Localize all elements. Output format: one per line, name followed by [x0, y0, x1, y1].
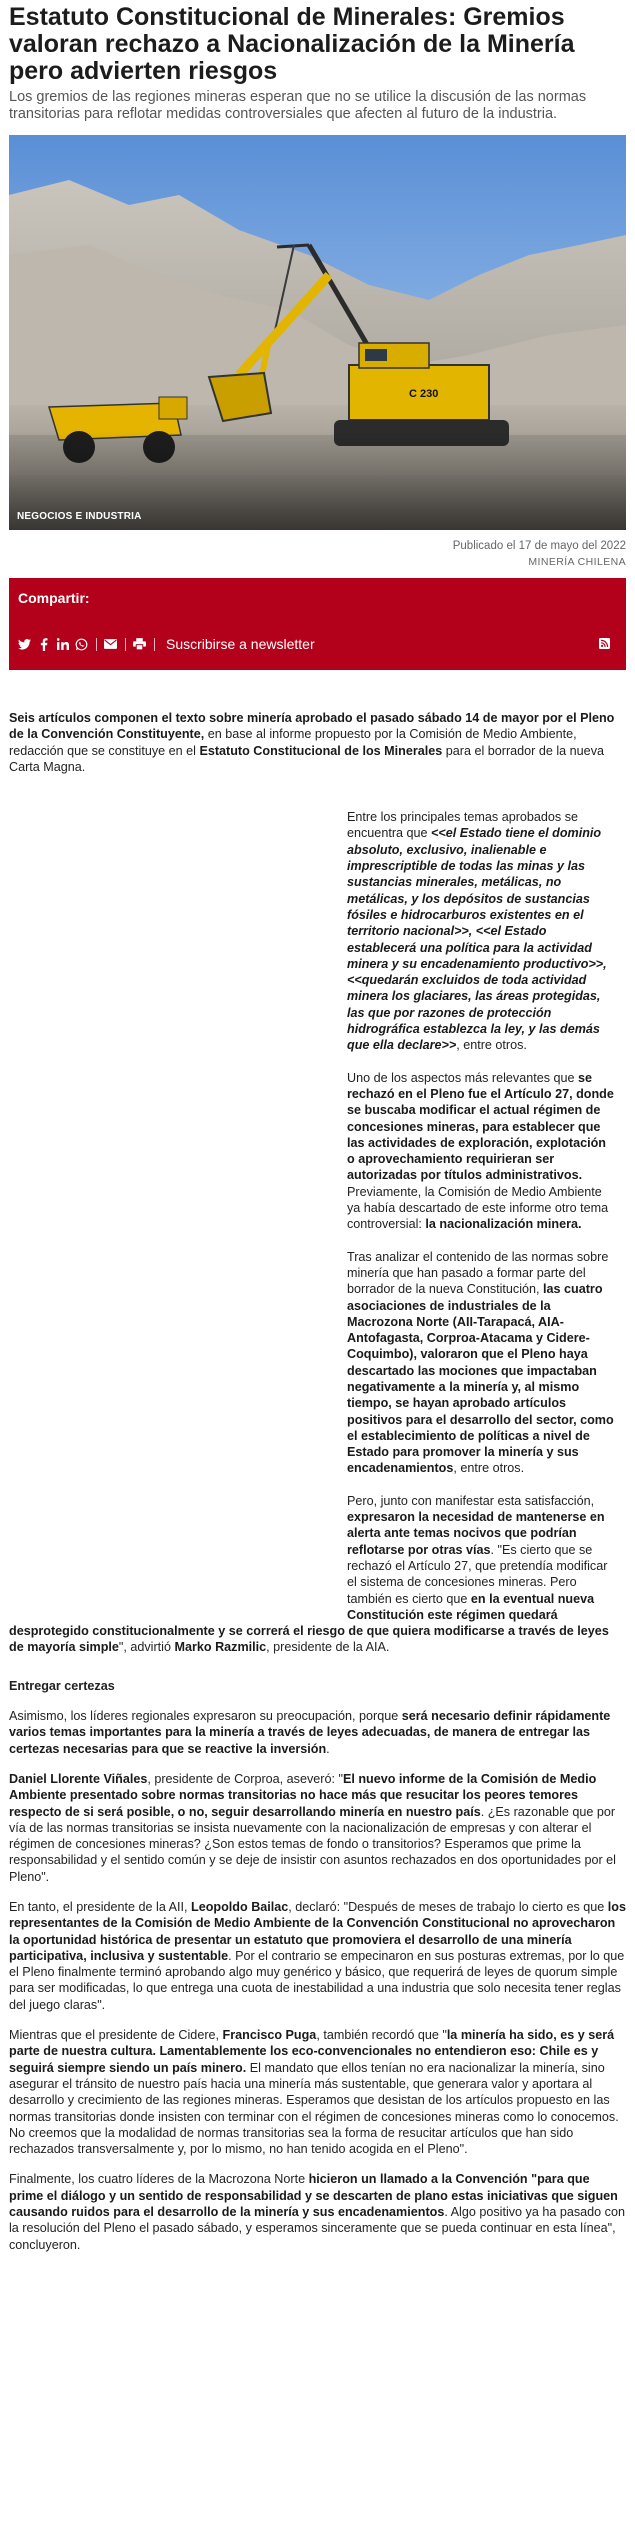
- facebook-icon[interactable]: [37, 638, 50, 651]
- paragraph: Finalmente, los cuatro líderes de la Macrozona Norte hicieron un llamado a la Convención "para que prime el diálogo y un sentido de responsabilidad y se descarten de plano estas iniciativas que siguen causando ruidos para el desarrollo de la minería y sus encadenamientos. Algo positivo ya ha pasado con la resolución del Pleno el pasado sábado, y esperamos sinceramente que se pueda continuar en esta línea", concluyeron.: [9, 2172, 625, 2252]
- article-meta: [0, 530, 635, 570]
- paragraph: Mientras que el presidente de Cidere, Francisco Puga, también recordó que "la minería ha sido, es y será parte de nuestra cultura. Lamentablemente los eco-convencionales no entendieron eso: Chile es y seguirá siempre siendo un país minero. El mandato que ellos tenían no era nacionalizar la minería, sino asegurar el tránsito de nuestro país hacia una minería más sustentable, que generara valor y aportara al desarrollo y crecimiento de las regiones mineras. Esperamos que desistan de los artículos propuesto en las normas transitorias donde insisten con terminar con el régimen de concesiones mineras como lo conocemos. No creemos que la modalidad de normas transitorias sea la forma de resucitar artículos que han sido rechazados transversalmente y, por lo mismo, no han tenido acogida en el Pleno".: [9, 2028, 619, 2157]
- share-actions: [18, 635, 617, 653]
- mining-shovel-illustration: [9, 135, 626, 530]
- source-name[interactable]: MINERÍA CHILENA: [528, 556, 626, 568]
- paragraph: En tanto, el presidente de la AII, Leopoldo Bailac, declaró: "Después de meses de trabajo lo cierto es que los representantes de la Comisión de Medio Ambiente de la Convención Constitucional no aprovecharon la oportunidad histórica de presentar un estatuto que promoviera el desarrollo de una minería participativa, inclusiva y sustentable. Por el contrario se empecinaron en sus posturas extremas, por lo que el Pleno finalmente terminó aprobando algo muy genérico y básico, que requerirá de leyes de quorum simple para ser modificadas, lo que entrega una cuota de inestabilidad a una industria que solo necesita tener reglas del juego claras".: [9, 1900, 626, 2012]
- article-subtitle: Los gremios de las regiones mineras esperan que no se utilice la discusión de las normas transitorias para reflotar medidas controversiales que afecten al futuro de la industria.: [9, 89, 587, 122]
- category-tag[interactable]: NEGOCIOS E INDUSTRIA: [17, 511, 142, 522]
- article-body: [0, 710, 635, 2253]
- share-bar: [9, 578, 626, 670]
- share-title: Compartir:: [18, 590, 90, 606]
- paragraph: Tras analizar el contenido de las normas sobre minería que han pasado a formar parte del borrador de la nueva Constitución, las cuatro asociaciones de industriales de la Macrozona Norte (AII-Tarapacá, AIA-Antofagasta, Corproa-Atacama y Cidere-Coquimbo), valoraron que el Pleno haya descartado las mociones que impactaban negativamente a la minería y, al mismo tiempo, se hayan aprobado artículos positivos para el desarrollo del sector, como el establecimiento de políticas a nivel de Estado para promover la minería y sus encadenamientos, entre otros.: [347, 1249, 614, 1476]
- article-title: Estatuto Constitucional de Minerales: Gremios valoran rechazo a Nacionalización de la Minería pero advierten riesgos: [9, 3, 575, 85]
- paragraph: Seis artículos componen el texto sobre minería aprobado el pasado sábado 14 de mayor por el Pleno de la Convención Constituyente, en base al informe propuesto por la Comisión de Medio Ambiente, redacción que se constituye en el Estatuto Constitucional de los Minerales para el borrador de la nueva Carta Magna.: [9, 711, 615, 774]
- paragraph: Uno de los aspectos más relevantes que se rechazó en el Pleno fue el Artículo 27, donde se buscaba modificar el actual régimen de concesiones mineras, para establecer que las actividades de exploración, explotación o aprovechamiento requirieran ser autorizadas por títulos administrativos. Previamente, la Comisión de Medio Ambiente ya había descartado de este informe otro tema controversial: la nacionalización minera.: [347, 1070, 614, 1232]
- newsletter-link[interactable]: Suscribirse a newsletter: [166, 636, 315, 652]
- share-separator: [125, 638, 126, 651]
- section-subheading: Entregar certezas: [9, 1678, 115, 1693]
- share-separator: [96, 638, 97, 651]
- whatsapp-icon[interactable]: [75, 638, 88, 651]
- linkedin-icon[interactable]: [56, 638, 69, 651]
- share-separator: [154, 638, 155, 651]
- paragraph: Daniel Llorente Viñales, presidente de Corproa, aseveró: "El nuevo informe de la Comisión de Medio Ambiente presentado sobre normas transitorias no hace más que resucitar los peores temores respecto de si será posible, o no, seguir desarrollando minería en nuestro país. ¿Es razonable que por vía de las normas transitorias se insista nuevamente con la nacionalización de empresas y con alterar el régimen de concesiones mineras? ¿Son estos temas de fondo o transitorios? Esperamos que prime la responsabilidad y el sentido común y se deje de insistir con asuntos rechazados en dos oportunidades por el Pleno".: [9, 1771, 616, 1884]
- paragraph: Entre los principales temas aprobados se encuentra que <<el Estado tiene el dominio absoluto, exclusivo, inalienable e imprescriptible de todas las minas y las sustancias minerales, metálicas, no metálicas, y los depósitos de sustancias fósiles e hidrocarburos existentes en el territorio nacional>>, <<el Estado establecerá una política para la actividad minera y su encadenamiento productivo>>, <<quedarán excluidos de toda actividad minera los glaciares, las áreas protegidas, las que por razones de protección hidrográfica establezca la ley, y las demás que ella declare>>, entre otros.: [347, 810, 607, 1053]
- print-icon[interactable]: [133, 638, 146, 651]
- rss-icon[interactable]: [598, 637, 611, 650]
- twitter-icon[interactable]: [18, 638, 31, 651]
- paragraph-continuation: desprotegido constitucionalmente y se correrá el riesgo de que quiera modificarse a través de leyes de mayoría simple", advirtió Marko Razmilic, presidente de la AIA.: [9, 1624, 609, 1655]
- email-icon[interactable]: [104, 638, 117, 651]
- paragraph: Asimismo, los líderes regionales expresaron su preocupación, porque será necesario definir rápidamente varios temas importantes para la minería a través de leyes adecuadas, de manera de entregar las certezas necesarias para que se reactive la inversión.: [9, 1709, 611, 1756]
- publish-date: Publicado el 17 de mayo del 2022: [452, 540, 626, 552]
- hero-image: [9, 135, 626, 530]
- paragraph: Pero, junto con manifestar esta satisfacción, expresaron la necesidad de mantenerse en alerta ante temas nocivos que podrían reflotarse por otras vías. "Es cierto que se rechazó el Artículo 27, que pretendía modificar el sistema de concesiones mineras. Pero también es cierto que en la eventual nueva Constitución este régimen quedará: [347, 1493, 608, 1622]
